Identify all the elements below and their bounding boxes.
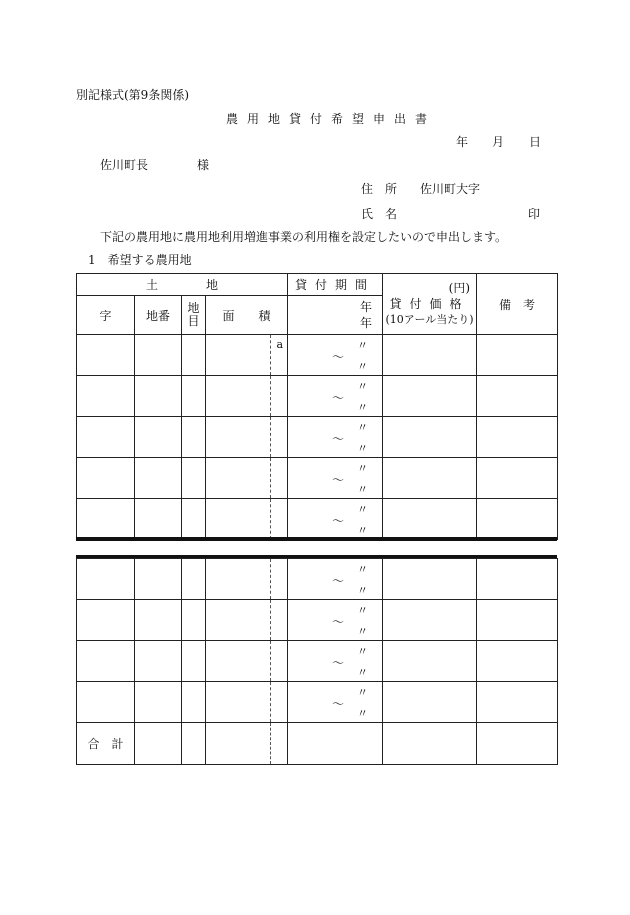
land-table-upper (76, 273, 557, 540)
cell-price[interactable] (383, 458, 477, 499)
area-divider (270, 600, 271, 640)
total-remarks (477, 723, 558, 765)
cell-remarks[interactable] (477, 600, 558, 641)
cell-aza[interactable] (77, 376, 135, 417)
area-divider (270, 723, 271, 764)
ditto-mark: 〃 (357, 462, 369, 475)
seal-mark: 印 (528, 207, 541, 221)
ditto-mark: 〃 (357, 442, 369, 455)
ditto-mark: 〃 (357, 380, 369, 393)
cell-aza[interactable] (77, 600, 135, 641)
total-price (383, 723, 477, 765)
cell-aza[interactable] (77, 641, 135, 682)
col-chimoku: 地目 (182, 296, 206, 335)
area-divider (270, 559, 271, 599)
cell-area[interactable] (206, 376, 288, 417)
cell-chimoku[interactable] (182, 458, 206, 499)
ditto-mark: 〃 (357, 604, 368, 617)
area-divider (270, 376, 271, 416)
cell-remarks[interactable] (477, 376, 558, 417)
col-chiban: 地番 (135, 296, 182, 335)
cell-period[interactable] (288, 417, 383, 458)
cell-chiban[interactable] (135, 499, 182, 540)
price-header-cell (383, 274, 477, 335)
area-divider (270, 458, 271, 498)
ditto-mark: 〃 (357, 584, 368, 597)
wave-dash: 〜 (332, 697, 345, 711)
cell-price[interactable] (383, 417, 477, 458)
table-row (77, 682, 558, 723)
cell-chiban[interactable] (135, 559, 182, 600)
cell-remarks[interactable] (477, 417, 558, 458)
total-chimoku (182, 723, 206, 765)
cell-period[interactable] (288, 458, 383, 499)
wave-dash: 〜 (332, 574, 345, 588)
date-year: 年 (456, 135, 469, 149)
cell-period[interactable] (288, 335, 383, 376)
table-row (77, 499, 558, 540)
ditto-mark: 〃 (357, 707, 368, 720)
wave-dash: 〜 (332, 656, 345, 670)
cell-chiban[interactable] (135, 641, 182, 682)
area-unit: a (276, 338, 284, 351)
cell-chimoku[interactable] (182, 559, 206, 600)
wave-dash: 〜 (332, 473, 345, 487)
cell-chiban[interactable] (135, 417, 182, 458)
total-chiban (135, 723, 182, 765)
cell-remarks[interactable] (477, 559, 558, 600)
cell-chimoku[interactable] (182, 499, 206, 540)
cell-area[interactable] (206, 335, 288, 376)
cell-price[interactable] (383, 600, 477, 641)
cell-chimoku[interactable] (182, 417, 206, 458)
cell-area[interactable] (206, 559, 288, 600)
cell-period[interactable] (288, 559, 383, 600)
cell-aza[interactable] (77, 335, 135, 376)
area-divider (270, 499, 271, 539)
ditto-mark: 〃 (357, 563, 368, 576)
cell-price[interactable] (383, 641, 477, 682)
cell-chimoku[interactable] (182, 335, 206, 376)
land-table-lower (76, 558, 557, 765)
address-label: 住 所 (361, 182, 398, 196)
cell-area[interactable] (206, 600, 288, 641)
ditto-mark: 〃 (357, 503, 369, 516)
year-label-top: 年 (360, 300, 373, 314)
cell-area[interactable] (206, 417, 288, 458)
cell-chiban[interactable] (135, 376, 182, 417)
name-label: 氏 名 (361, 207, 398, 221)
table-row (77, 641, 558, 682)
total-area (206, 723, 288, 765)
cell-remarks[interactable] (477, 682, 558, 723)
ditto-mark: 〃 (357, 339, 369, 352)
date-month: 月 (492, 135, 505, 149)
cell-price[interactable] (383, 559, 477, 600)
cell-aza[interactable] (77, 458, 135, 499)
table-row (77, 559, 558, 600)
cell-aza[interactable] (77, 559, 135, 600)
cell-price[interactable] (383, 682, 477, 723)
area-divider (270, 641, 271, 681)
table-row (77, 417, 558, 458)
cell-aza[interactable] (77, 499, 135, 540)
ditto-mark: 〃 (357, 686, 368, 699)
ditto-mark: 〃 (357, 483, 369, 496)
cell-period[interactable] (288, 600, 383, 641)
statement: 下記の農用地に農用地利用増進事業の利用権を設定したいので申出します。 (100, 230, 508, 244)
area-divider (270, 335, 271, 375)
cell-period[interactable] (288, 499, 383, 540)
price-header: 貸付価格 (389, 297, 470, 311)
wave-dash: 〜 (332, 615, 345, 629)
cell-chiban[interactable] (135, 335, 182, 376)
remarks-header: 備 考 (477, 274, 558, 335)
ditto-mark: 〃 (357, 625, 368, 638)
honorific: 様 (197, 158, 210, 172)
table-row (77, 458, 558, 499)
cell-chiban[interactable] (135, 600, 182, 641)
area-divider (270, 417, 271, 457)
cell-price[interactable] (383, 335, 477, 376)
total-period (288, 723, 383, 765)
area-divider (270, 682, 271, 722)
cell-area[interactable] (206, 641, 288, 682)
addressee: 佐川町長 (100, 158, 149, 172)
cell-remarks[interactable] (477, 641, 558, 682)
cell-period[interactable] (288, 376, 383, 417)
wave-dash: 〜 (332, 514, 345, 528)
ditto-mark: 〃 (357, 524, 369, 537)
cell-remarks[interactable] (477, 499, 558, 540)
price-unit: (円) (448, 281, 471, 295)
cell-remarks[interactable] (477, 335, 558, 376)
section-heading: 1 希望する農用地 (88, 253, 192, 267)
date-day: 日 (529, 135, 542, 149)
cell-chiban[interactable] (135, 458, 182, 499)
page-break-line-1 (76, 537, 557, 541)
cell-area[interactable] (206, 682, 288, 723)
ditto-mark: 〃 (357, 401, 369, 414)
wave-dash: 〜 (332, 432, 345, 446)
cell-aza[interactable] (77, 682, 135, 723)
cell-period[interactable] (288, 682, 383, 723)
cell-area[interactable] (206, 458, 288, 499)
cell-aza[interactable] (77, 417, 135, 458)
cell-area[interactable] (206, 499, 288, 540)
table-row (77, 600, 558, 641)
ditto-mark: 〃 (357, 360, 369, 373)
ditto-mark: 〃 (357, 666, 368, 679)
total-label: 合 計 (77, 723, 135, 765)
ditto-mark: 〃 (357, 645, 368, 658)
cell-period[interactable] (288, 641, 383, 682)
cell-price[interactable] (383, 499, 477, 540)
page-title: 農用地貸付希望申出書 (226, 112, 437, 126)
land-header: 土 地 (77, 274, 288, 296)
wave-dash: 〜 (332, 391, 345, 405)
year-label-bottom: 年 (360, 316, 373, 330)
cell-chimoku[interactable] (182, 682, 206, 723)
col-period-years (288, 296, 383, 335)
address-value: 佐川町大字 (420, 182, 481, 196)
cell-chimoku[interactable] (182, 600, 206, 641)
table-row (77, 335, 558, 376)
price-subheader: (10アール当たり) (385, 313, 474, 326)
col-aza: 字 (77, 296, 135, 335)
cell-price[interactable] (383, 376, 477, 417)
ditto-mark: 〃 (357, 421, 369, 434)
cell-remarks[interactable] (477, 458, 558, 499)
lease-period-header: 貸付期間 (288, 274, 383, 296)
cell-chimoku[interactable] (182, 641, 206, 682)
table-row (77, 376, 558, 417)
col-area: 面 積 (206, 296, 288, 335)
wave-dash: 〜 (332, 350, 345, 364)
form-label: 別記様式(第9条関係) (76, 88, 189, 102)
cell-chiban[interactable] (135, 682, 182, 723)
cell-chimoku[interactable] (182, 376, 206, 417)
